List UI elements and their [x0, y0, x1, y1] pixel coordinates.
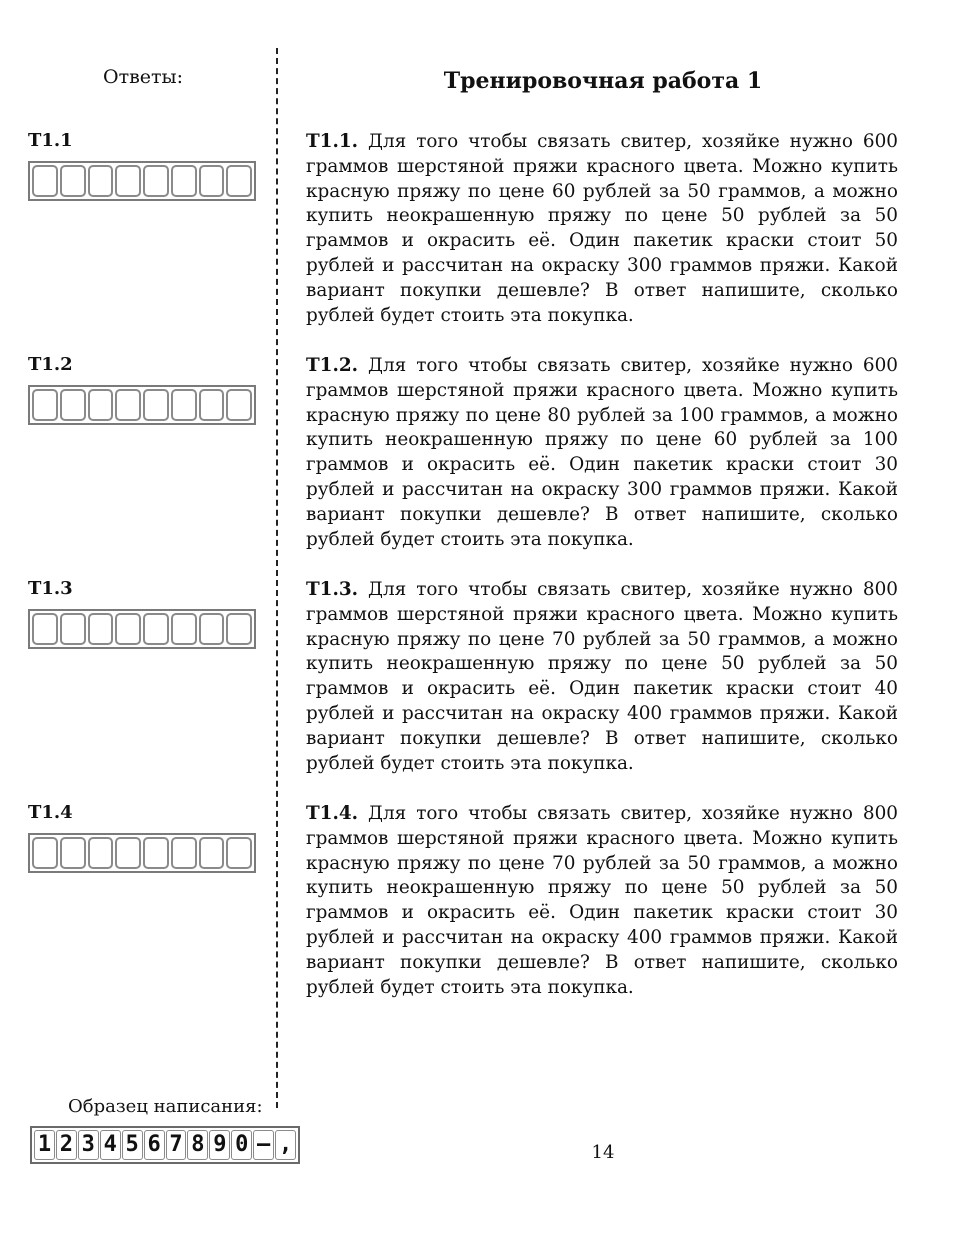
sample-digit: 8 — [187, 1130, 208, 1160]
sample-digit: 9 — [209, 1130, 230, 1160]
sample-writing-label: Образец написания: — [68, 1096, 263, 1117]
task-number: Т1.2. — [306, 355, 359, 376]
answer-cell[interactable] — [226, 837, 252, 869]
answer-cell[interactable] — [171, 389, 197, 421]
sample-digit: 2 — [56, 1130, 77, 1160]
task-t1-1 — [306, 130, 898, 328]
answer-cell[interactable] — [32, 389, 58, 421]
task-text: Для того чтобы связать свитер, хозяйке нужно 600 граммов шерстяной пряжи красного цвета. Можно купить красную пряжу по цене 60 рублей за 50 граммов, а можно купить неокрашенную пряжу по цене 50 рублей за 50 граммов и окрасить её. Один пакетик краски стоит 50 рублей и рассчитан на окраску 300 граммов пряжи. Какой вариант покупки дешевле? В ответ напишите, сколько рублей будет стоить эта покупка. — [306, 131, 898, 326]
answer-cell[interactable] — [115, 837, 141, 869]
sample-digit: 4 — [100, 1130, 121, 1160]
answer-cell[interactable] — [60, 389, 86, 421]
sample-comma: , — [275, 1130, 296, 1160]
task-text: Для того чтобы связать свитер, хозяйке нужно 800 граммов шерстяной пряжи красного цвета. Можно купить красную пряжу по цене 70 рублей за 50 граммов, а можно купить неокрашенную пряжу по цене 50 рублей за 50 граммов и окрасить её. Один пакетик краски стоит 30 рублей и рассчитан на окраску 400 граммов пряжи. Какой вариант покупки дешевле? В ответ напишите, сколько рублей будет стоить эта покупка. — [306, 803, 898, 998]
answer-cell[interactable] — [88, 165, 114, 197]
answer-cell[interactable] — [32, 613, 58, 645]
answer-field-t1-1[interactable] — [28, 161, 256, 201]
answer-cell[interactable] — [143, 389, 169, 421]
sample-digit: 1 — [34, 1130, 55, 1160]
answer-cell[interactable] — [60, 837, 86, 869]
answer-cell[interactable] — [115, 165, 141, 197]
answer-cell[interactable] — [60, 165, 86, 197]
page-number: 14 — [591, 1142, 615, 1163]
task-number: Т1.1. — [306, 131, 359, 152]
answer-cell[interactable] — [226, 389, 252, 421]
task-t1-3 — [306, 578, 898, 776]
task-text: Для того чтобы связать свитер, хозяйке нужно 800 граммов шерстяной пряжи красного цвета. Можно купить красную пряжу по цене 70 рублей за 50 граммов, а можно купить неокрашенную пряжу по цене 50 рублей за 50 граммов и окрасить её. Один пакетик краски стоит 40 рублей и рассчитан на окраску 400 граммов пряжи. Какой вариант покупки дешевле? В ответ напишите, сколько рублей будет стоить эта покупка. — [306, 579, 898, 774]
task-t1-2 — [306, 354, 898, 552]
answer-cell[interactable] — [88, 837, 114, 869]
sample-digit: 5 — [122, 1130, 143, 1160]
answer-cell[interactable] — [115, 613, 141, 645]
task-t1-4 — [306, 802, 898, 1000]
answer-label-t1-4: Т1.4 — [28, 802, 73, 823]
task-number: Т1.3. — [306, 579, 359, 600]
answer-label-t1-3: Т1.3 — [28, 578, 73, 599]
answer-cell[interactable] — [199, 389, 225, 421]
sample-dash: – — [253, 1130, 274, 1160]
answer-cell[interactable] — [171, 837, 197, 869]
answer-cell[interactable] — [32, 837, 58, 869]
answer-cell[interactable] — [32, 165, 58, 197]
sample-writing-digits — [30, 1126, 300, 1164]
answer-cell[interactable] — [88, 389, 114, 421]
answer-cell[interactable] — [143, 837, 169, 869]
answer-cell[interactable] — [143, 165, 169, 197]
sample-digit: 7 — [166, 1130, 187, 1160]
answer-label-t1-1: Т1.1 — [28, 130, 73, 151]
answer-cell[interactable] — [88, 613, 114, 645]
answers-heading: Ответы: — [103, 66, 184, 88]
answer-cell[interactable] — [226, 165, 252, 197]
dashed-divider — [276, 48, 278, 1108]
answer-cell[interactable] — [199, 613, 225, 645]
sample-digit: 6 — [144, 1130, 165, 1160]
answer-cell[interactable] — [171, 165, 197, 197]
sample-digit: 0 — [231, 1130, 252, 1160]
answer-field-t1-3[interactable] — [28, 609, 256, 649]
answer-cell[interactable] — [226, 613, 252, 645]
answer-cell[interactable] — [199, 837, 225, 869]
answer-cell[interactable] — [199, 165, 225, 197]
task-text: Для того чтобы связать свитер, хозяйке нужно 600 граммов шерстяной пряжи красного цвета. Можно купить красную пряжу по цене 80 рублей за 100 граммов, а можно купить неокрашенную пряжу по цене 60 рублей за 100 граммов и окрасить её. Один пакетик краски стоит 30 рублей и рассчитан на окраску 300 граммов пряжи. Какой вариант покупки дешевле? В ответ напишите, сколько рублей будет стоить эта покупка. — [306, 355, 898, 550]
answer-field-t1-4[interactable] — [28, 833, 256, 873]
answer-cell[interactable] — [143, 613, 169, 645]
answer-cell[interactable] — [115, 389, 141, 421]
answer-field-t1-2[interactable] — [28, 385, 256, 425]
task-number: Т1.4. — [306, 803, 359, 824]
page-title: Тренировочная работа 1 — [443, 68, 763, 94]
sample-digit: 3 — [78, 1130, 99, 1160]
answer-label-t1-2: Т1.2 — [28, 354, 73, 375]
answer-cell[interactable] — [171, 613, 197, 645]
answer-cell[interactable] — [60, 613, 86, 645]
